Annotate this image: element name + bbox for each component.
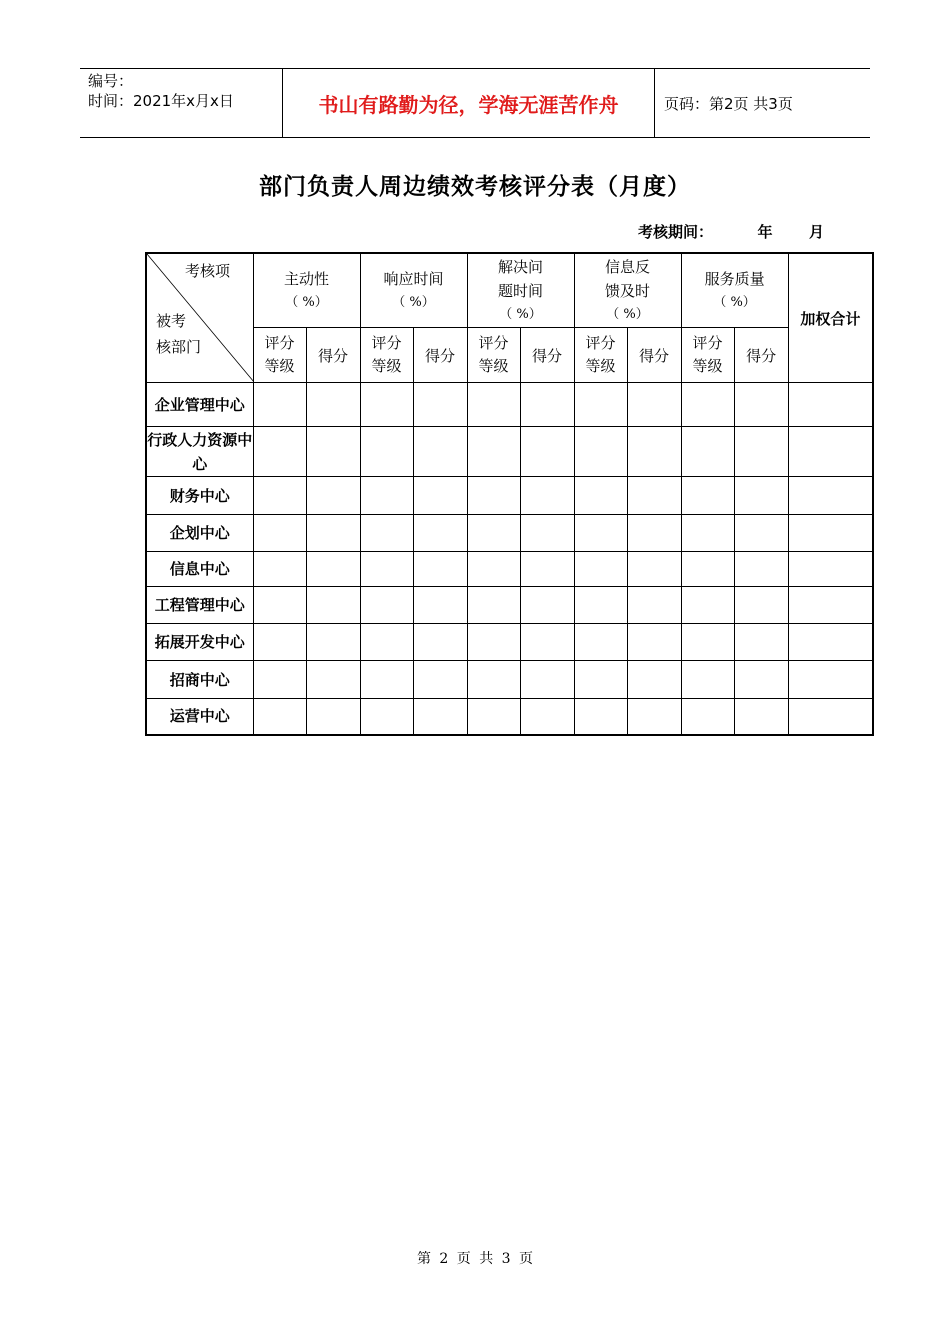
weighted-total-cell[interactable] (788, 624, 873, 661)
score-cell[interactable] (306, 699, 360, 735)
score-cell[interactable] (627, 515, 681, 552)
score-cell[interactable] (413, 661, 467, 699)
weighted-total-cell[interactable] (788, 587, 873, 624)
score-cell[interactable] (627, 661, 681, 699)
score-cell[interactable] (734, 552, 788, 587)
grade-header-line2: 等级 (478, 357, 509, 376)
table-row (146, 624, 873, 661)
score-cell[interactable] (734, 427, 788, 477)
doc-code-label: 编号： (88, 72, 134, 90)
category-name: 解决问 (498, 257, 544, 276)
score-cell[interactable] (413, 587, 467, 624)
category-weight: （ %） (713, 294, 756, 310)
page-header (80, 68, 870, 138)
score-cell[interactable] (734, 661, 788, 699)
table-row (146, 661, 873, 699)
score-cell[interactable] (413, 477, 467, 515)
grade-cell[interactable] (253, 477, 306, 515)
category-weight: （ %） (606, 306, 649, 322)
score-header: 得分 (520, 328, 574, 383)
score-cell[interactable] (306, 624, 360, 661)
table-row (146, 383, 873, 427)
grade-cell[interactable] (574, 587, 627, 624)
grade-cell[interactable] (467, 427, 520, 477)
grade-cell[interactable] (467, 699, 520, 735)
weighted-total-cell[interactable] (788, 699, 873, 735)
score-cell[interactable] (627, 587, 681, 624)
grade-cell[interactable] (253, 515, 306, 552)
weighted-total-cell[interactable] (788, 477, 873, 515)
grade-cell[interactable] (467, 587, 520, 624)
corner-dept-label-1: 被考 (156, 312, 187, 330)
grade-cell[interactable] (467, 515, 520, 552)
score-cell[interactable] (627, 477, 681, 515)
score-header: 得分 (627, 328, 681, 383)
score-cell[interactable] (306, 552, 360, 587)
grade-cell[interactable] (574, 383, 627, 427)
score-cell[interactable] (520, 587, 574, 624)
grade-header-line2: 等级 (585, 357, 616, 376)
score-cell[interactable] (627, 383, 681, 427)
score-cell[interactable] (734, 624, 788, 661)
grade-cell[interactable] (360, 552, 413, 587)
grade-cell[interactable] (360, 587, 413, 624)
table-row (146, 427, 873, 477)
grade-cell[interactable] (360, 699, 413, 735)
grade-cell[interactable] (360, 661, 413, 699)
doc-time-label: 时间：2021年x月x日 (88, 92, 234, 110)
department-name: 企业管理中心 (146, 383, 253, 427)
grade-header-line1: 评分 (585, 334, 616, 353)
grade-cell[interactable] (253, 661, 306, 699)
category-weight: （ %） (499, 306, 542, 322)
grade-cell[interactable] (574, 552, 627, 587)
grade-header-line2: 等级 (264, 357, 295, 376)
grade-cell[interactable] (574, 699, 627, 735)
score-cell[interactable] (413, 552, 467, 587)
category-header (681, 253, 788, 328)
grade-cell[interactable] (253, 427, 306, 477)
score-cell[interactable] (734, 515, 788, 552)
score-cell[interactable] (520, 515, 574, 552)
weighted-total-cell[interactable] (788, 383, 873, 427)
grade-cell[interactable] (574, 477, 627, 515)
table-row (146, 587, 873, 624)
score-cell[interactable] (627, 427, 681, 477)
corner-header-cell (146, 253, 253, 383)
grade-cell[interactable] (681, 515, 734, 552)
department-name: 财务中心 (146, 477, 253, 515)
grade-cell[interactable] (681, 552, 734, 587)
grade-cell[interactable] (681, 699, 734, 735)
category-weight: （ %） (285, 294, 328, 310)
grade-cell[interactable] (574, 661, 627, 699)
grade-header-line1: 评分 (371, 334, 402, 353)
score-header: 得分 (413, 328, 467, 383)
grade-cell[interactable] (253, 552, 306, 587)
header-page-number: 页码：第2页 共3页 (664, 95, 793, 113)
score-cell[interactable] (734, 383, 788, 427)
grade-cell[interactable] (574, 515, 627, 552)
grade-cell[interactable] (360, 477, 413, 515)
table-row (146, 699, 873, 735)
grade-cell[interactable] (467, 661, 520, 699)
grade-cell[interactable] (253, 624, 306, 661)
category-header (574, 253, 681, 328)
grade-cell[interactable] (467, 477, 520, 515)
header-meta (88, 71, 283, 111)
grade-cell[interactable] (467, 383, 520, 427)
score-header: 得分 (734, 328, 788, 383)
header-motto: 书山有路勤为径，学海无涯苦作舟 (318, 92, 619, 117)
weighted-total-cell[interactable] (788, 515, 873, 552)
score-cell[interactable] (520, 552, 574, 587)
category-name: 服务质量 (704, 269, 765, 288)
grade-cell[interactable] (253, 699, 306, 735)
document-title: 部门负责人周边绩效考核评分表（月度） (259, 173, 691, 200)
grade-cell[interactable] (253, 383, 306, 427)
header-divider (654, 69, 655, 137)
score-cell[interactable] (520, 699, 574, 735)
grade-header-line1: 评分 (264, 334, 295, 353)
score-cell[interactable] (520, 624, 574, 661)
score-cell[interactable] (306, 661, 360, 699)
grade-cell[interactable] (681, 383, 734, 427)
grade-cell[interactable] (681, 477, 734, 515)
category-name: 响应时间 (383, 269, 444, 288)
department-name: 信息中心 (146, 552, 253, 587)
score-cell[interactable] (520, 383, 574, 427)
grade-cell[interactable] (574, 624, 627, 661)
grade-header (681, 328, 734, 383)
category-name-line2: 馈及时 (605, 281, 651, 300)
category-header (253, 253, 360, 328)
category-name: 信息反 (605, 257, 651, 276)
grade-header (574, 328, 627, 383)
score-cell[interactable] (520, 661, 574, 699)
department-name: 企划中心 (146, 515, 253, 552)
score-cell[interactable] (413, 515, 467, 552)
grade-cell[interactable] (467, 624, 520, 661)
score-cell[interactable] (520, 427, 574, 477)
grade-header (360, 328, 413, 383)
score-cell[interactable] (627, 624, 681, 661)
grade-cell[interactable] (681, 427, 734, 477)
category-name: 主动性 (284, 269, 330, 288)
grade-header-line1: 评分 (478, 334, 509, 353)
grade-cell[interactable] (360, 515, 413, 552)
department-name: 运营中心 (146, 699, 253, 735)
department-name: 行政人力资源中心 (146, 427, 253, 477)
page-footer: 第 2 页 共 3 页 (416, 1251, 534, 1267)
score-cell[interactable] (306, 477, 360, 515)
grade-cell[interactable] (681, 587, 734, 624)
score-cell[interactable] (734, 587, 788, 624)
weighted-total-cell[interactable] (788, 427, 873, 477)
score-cell[interactable] (627, 552, 681, 587)
period-month: 月 (808, 223, 824, 241)
score-cell[interactable] (306, 587, 360, 624)
grade-cell[interactable] (360, 383, 413, 427)
grade-cell[interactable] (681, 661, 734, 699)
score-cell[interactable] (520, 477, 574, 515)
score-cell[interactable] (627, 699, 681, 735)
table-row (146, 477, 873, 515)
category-name-line2: 题时间 (498, 281, 544, 300)
grade-cell[interactable] (681, 624, 734, 661)
score-cell[interactable] (734, 477, 788, 515)
score-cell[interactable] (306, 427, 360, 477)
grade-header (467, 328, 520, 383)
category-header (467, 253, 574, 328)
category-header (360, 253, 467, 328)
corner-item-label: 考核项 (185, 262, 231, 280)
grade-header-line2: 等级 (692, 357, 723, 376)
period-year: 年 (757, 223, 773, 241)
grade-cell[interactable] (574, 427, 627, 477)
grade-cell[interactable] (360, 624, 413, 661)
grade-header-line1: 评分 (692, 334, 723, 353)
score-cell[interactable] (734, 699, 788, 735)
evaluation-table (145, 252, 874, 736)
grade-cell[interactable] (360, 427, 413, 477)
score-cell[interactable] (306, 383, 360, 427)
category-weight: （ %） (392, 294, 435, 310)
grade-header (253, 328, 306, 383)
table-row (146, 515, 873, 552)
grade-cell[interactable] (467, 552, 520, 587)
table-row (146, 552, 873, 587)
period-label: 考核期间： (638, 223, 714, 241)
grade-header-line2: 等级 (371, 357, 402, 376)
weighted-total-header: 加权合计 (788, 253, 873, 383)
department-name: 拓展开发中心 (146, 624, 253, 661)
weighted-total-cell[interactable] (788, 552, 873, 587)
score-cell[interactable] (413, 699, 467, 735)
weighted-total-cell[interactable] (788, 661, 873, 699)
score-cell[interactable] (306, 515, 360, 552)
assessment-period (638, 221, 824, 242)
department-name: 招商中心 (146, 661, 253, 699)
grade-cell[interactable] (253, 587, 306, 624)
score-header: 得分 (306, 328, 360, 383)
corner-dept-label-2: 核部门 (156, 338, 202, 356)
score-cell[interactable] (413, 427, 467, 477)
department-name: 工程管理中心 (146, 587, 253, 624)
score-cell[interactable] (413, 383, 467, 427)
score-cell[interactable] (413, 624, 467, 661)
